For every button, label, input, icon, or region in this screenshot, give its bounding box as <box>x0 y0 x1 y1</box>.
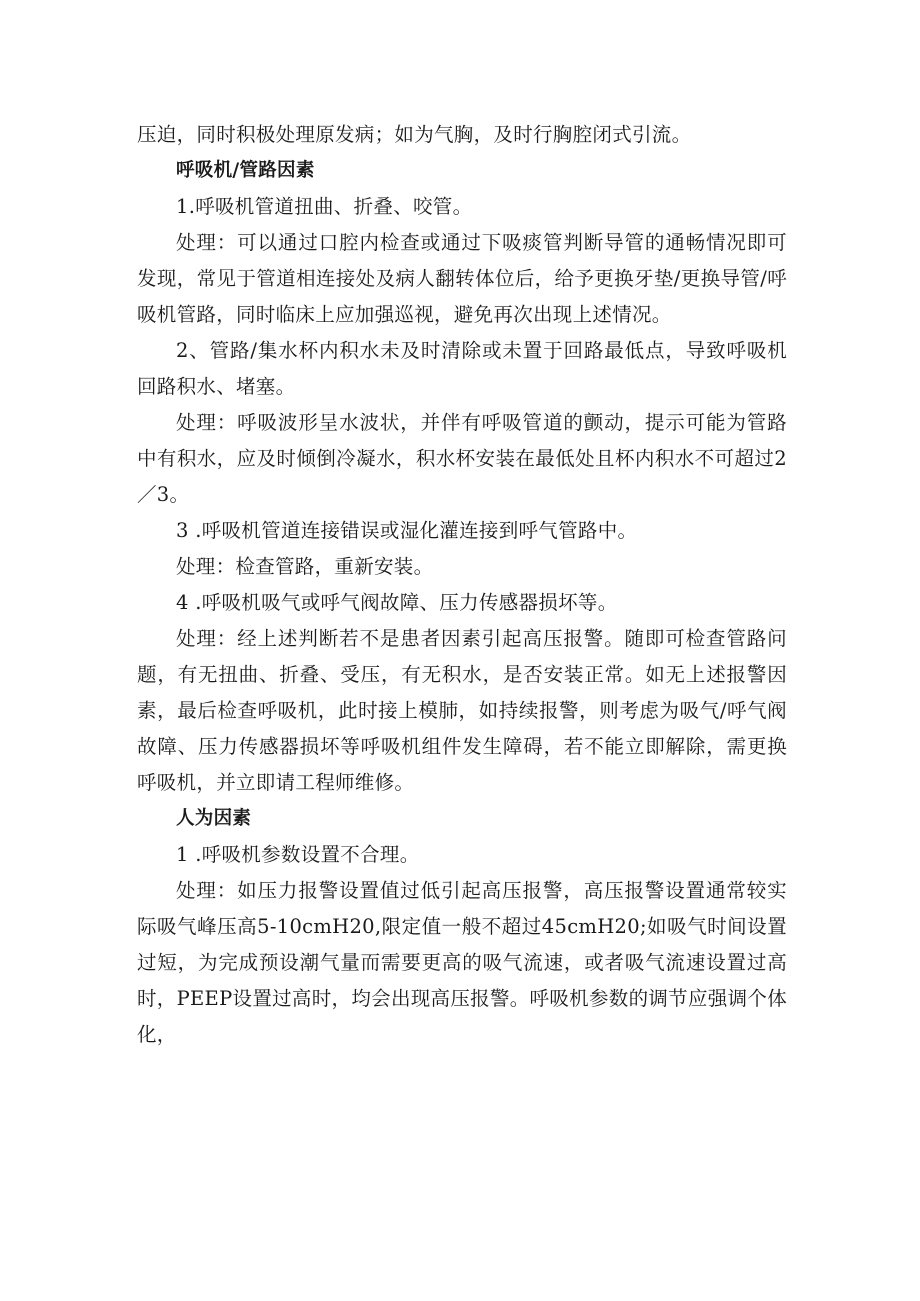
paragraph-treatment-2: 处理：呼吸波形呈水波状，并伴有呼吸管道的颤动，提示可能为管路中有积水，应及时倾倒冷凝水，积水杯安装在最低处且杯内积水不可超过2／3。 <box>137 411 787 506</box>
paragraph-item-4: 4 .呼吸机吸气或呼气阀故障、压力传感器损坏等。 <box>176 591 618 614</box>
paragraph-treatment-3: 处理：检查管路，重新安装。 <box>176 555 434 578</box>
paragraph-treatment-4: 处理：经上述判断若不是患者因素引起高压报警。随即可检查管路问题，有无扭曲、折叠、受压，有无积水，是否安装正常。如无上述报警因素，最后检查呼吸机，此时接上模肺，如持续报警，则考虑为吸气/呼气阀故障、压力传感器损坏等呼吸机组件发生障碍，若不能立即解除，需更换呼吸机，并立即请工程师维修。 <box>137 627 787 794</box>
paragraph-continuation: 压迫，同时积极处理原发病；如为气胸，及时行胸腔闭式引流。 <box>137 123 692 146</box>
paragraph-treatment-1: 处理：可以通过口腔内检查或通过下吸痰管判断导管的通畅情况即可发现，常见于管道相连接处及病人翻转体位后，给予更换牙垫/更换导管/呼吸机管路，同时临床上应加强巡视，避免再次出现上述情况。 <box>137 231 787 326</box>
paragraph-human-treatment-1: 处理：如压力报警设置值过低引起高压报警，高压报警设置通常较实际吸气峰压高5-10cmH20,限定值一般不超过45cmH20;如吸气时间设置过短，为完成预设潮气量而需要更高的吸气流速，或者吸气流速设置过高时，PEEP设置过高时，均会出现高压报警。呼吸机参数的调节应强调个体化， <box>137 879 787 1046</box>
document-body <box>137 117 787 1053</box>
paragraph-human-item-1: 1 .呼吸机参数设置不合理。 <box>176 843 420 866</box>
paragraph-item-3: 3 .呼吸机管道连接错误或湿化灌连接到呼气管路中。 <box>176 519 638 542</box>
section-heading-ventilator-circuit: 呼吸机/管路因素 <box>176 160 315 181</box>
paragraph-item-2: 2、管路/集水杯内积水未及时清除或未置于回路最低点，导致呼吸机回路积水、堵塞。 <box>137 339 787 398</box>
paragraph-item-1: 1.呼吸机管道扭曲、折叠、咬管。 <box>176 195 473 218</box>
section-heading-human-factors: 人为因素 <box>176 808 252 829</box>
